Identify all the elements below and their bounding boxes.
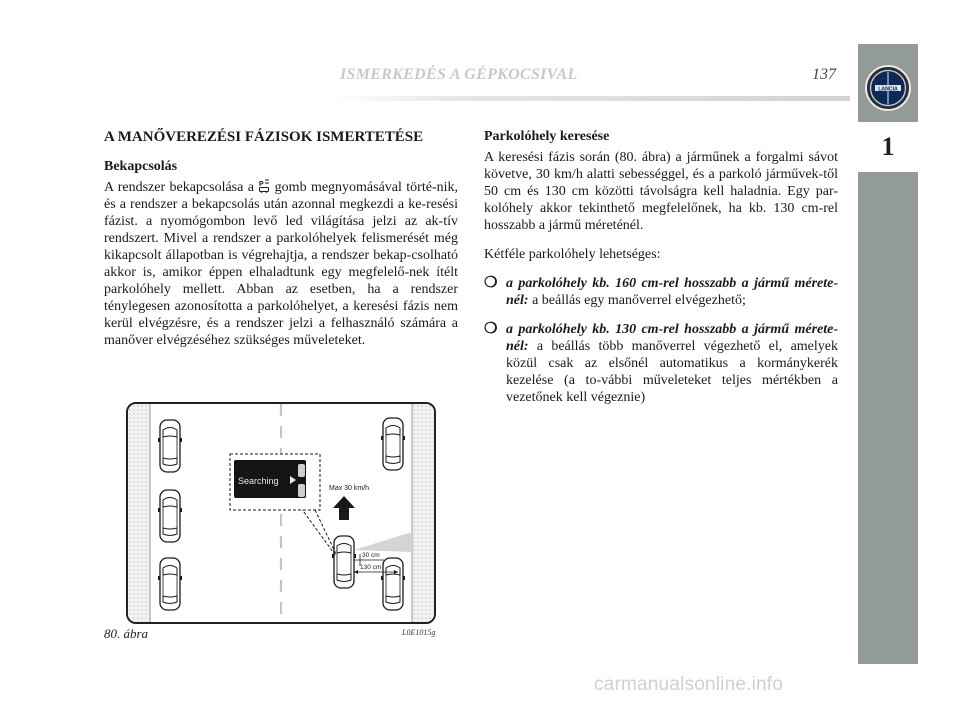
subsection-search-title: Parkolóhely keresése [484,129,610,144]
distance-near-label: 30 cm [362,552,380,559]
figure-caption: 80. ábra [104,626,149,641]
figure-code: L0E1015g [402,628,436,637]
header-rule [330,96,850,101]
section-title: A MANŐVEREZÉSI FÁZISOK ISMERTETÉSE [104,129,424,145]
parked-car-left-1 [158,420,182,472]
running-header-title: ISMERKEDÉS A GÉPKOCSIVAL [340,66,578,83]
parked-car-left-2 [158,490,182,542]
moving-car [332,536,356,588]
bullet-circle-icon: ❍ [484,275,498,291]
forward-arrow-icon [333,496,355,520]
left-column [104,128,458,349]
bullet-item-single-maneuver: ❍ a parkolóhely kb. 160 cm-rel hosszabb a jármű mérete-nél: a beállás egy manőverrel elvégezhető; [484,275,838,308]
watermark: carmanualsonline.info [594,674,784,695]
parking-assist-button-icon [258,179,270,193]
lancia-logo-icon [864,64,912,112]
distance-far-label: 130 cm [360,564,382,571]
figure-parking-search-diagram [126,402,436,624]
curb-right [412,404,434,622]
sensor-beam [354,532,412,552]
right-column [484,128,838,406]
svg-text:P: P [259,181,264,188]
curb-left [128,404,150,622]
activation-paragraph: A rendszer bekapcsolása a P gomb megnyomásával törté-nik, és a rendszer a bekapcsolás után azonnal megkezdi a ke-resési fázist. a nyomógombon levő led világítása jelzi az ak-tív rendszert. Mivel a rendszer a parkolóhelyek felismerését még kikapcsolt állapotban is végrehajtja, a rendszer bekap-csolható akkor is, amikor éppen elhaladtunk egy megfelelő-nek ítélt parkolóhely mellett. Abban az esetben, ha a rendszer ténylegesen azonosította a parkolóhelyet, a keresési fázis nem kerül elvégzésre, és a rendszer jelzi a felhasználó számára a manőver elvégzéséhez szükséges műveleteket. [104,180,458,348]
display-callout [230,454,320,510]
parked-car-left-3 [158,558,182,610]
display-searching-text: Searching [238,476,279,486]
page-number: 137 [812,66,836,83]
parked-car-right-2 [381,558,405,610]
speed-limit-label: Max 30 km/h [329,485,370,492]
space-types-intro: Kétféle parkolóhely lehetséges: [484,247,661,262]
logo-text: LANCIA [878,86,898,93]
subsection-activation-title: Bekapcsolás [104,159,178,174]
chapter-number: 1 [858,122,918,172]
search-paragraph: A keresési fázis során (80. ábra) a járműnek a forgalmi sávot követve, 30 km/h alatti sebességgel, és a parkoló járművek-től 50 cm és 130 cm közötti távolságra kell haladnia. Egy par-kolóhely akkor tekinthető megfelelőnek, ha kb. 130 cm-rel hosszabb a jármű méreténél. [484,150,838,233]
bullet-circle-icon: ❍ [484,321,498,337]
bullet-item-multi-maneuver: ❍ a parkolóhely kb. 130 cm-rel hosszabb a jármű mérete-nél: a beállás több manőverrel végezhető el, amelyek közül csak az elsőnél automatikus a kormánykerék kezelése (a to-vábbi műveleteket teljes mértékben a vezetőnek kell végeznie) [484,321,838,405]
parked-car-right-1 [381,418,405,470]
